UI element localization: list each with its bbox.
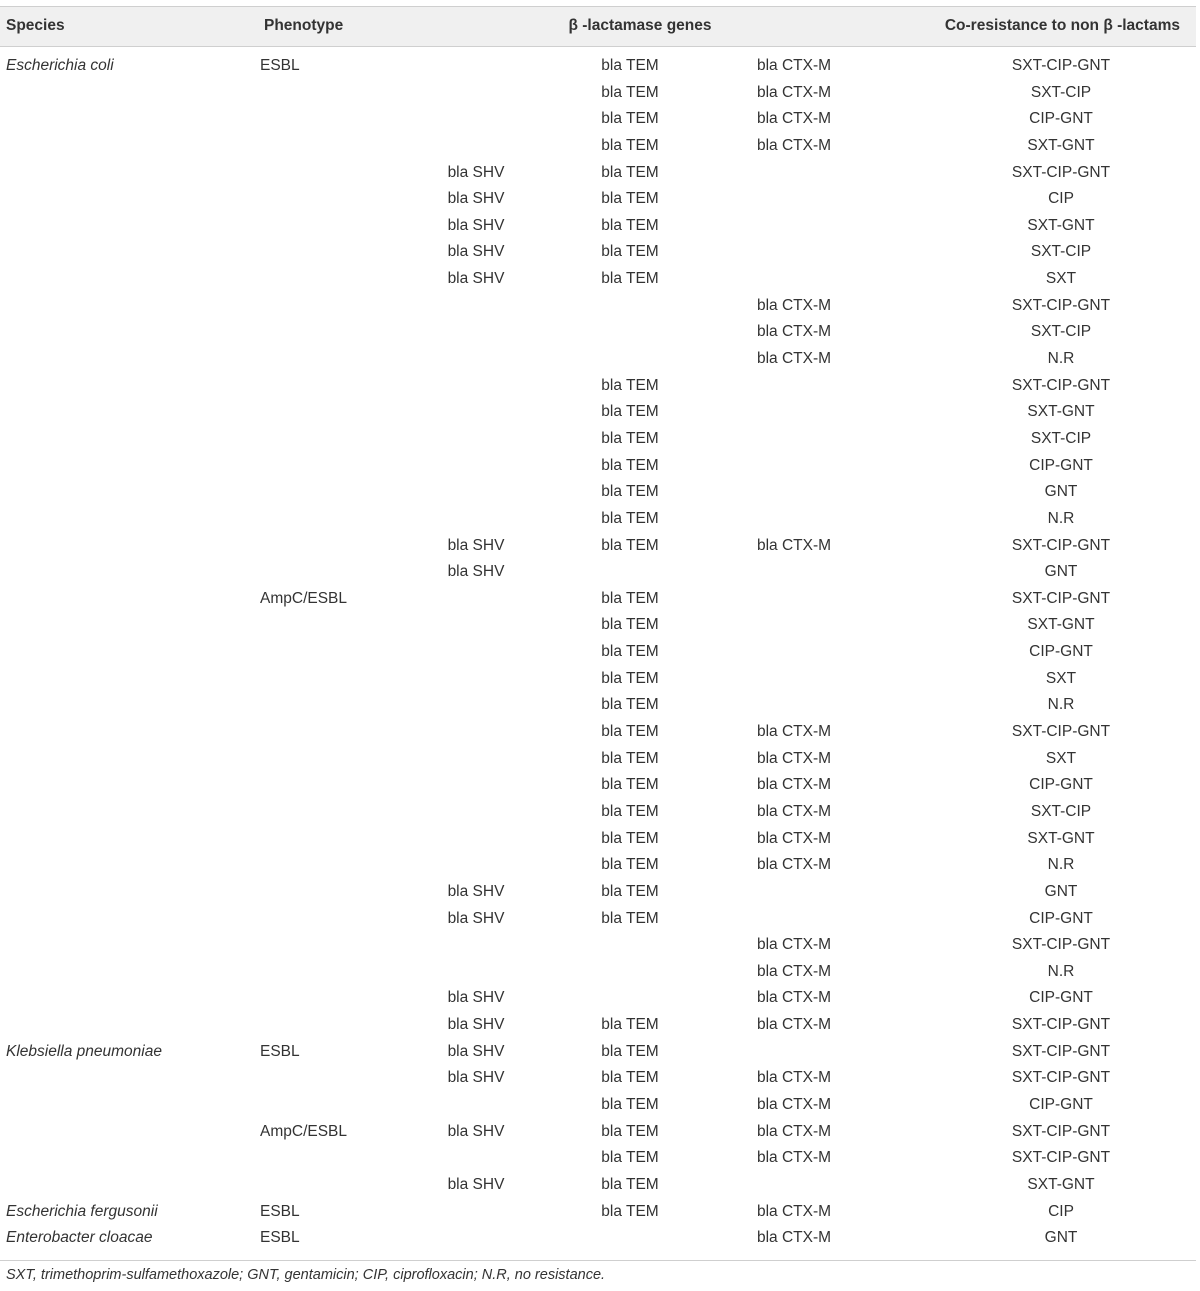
table-header: [0, 7, 1196, 47]
ctx-gene-cell: bla CTX-M: [756, 57, 832, 74]
table-row: [0, 1145, 1196, 1172]
coresistance-cell: CIP-GNT: [1029, 110, 1093, 128]
coresistance-cell: SXT-CIP: [1030, 429, 1092, 447]
tem-gene-cell: bla TEM: [601, 163, 659, 181]
table-row: [0, 533, 1196, 560]
coresistance-cell: SXT: [1045, 270, 1077, 288]
shv-gene-cell: bla SHV: [447, 536, 505, 554]
coresistance-cell: SXT-GNT: [1027, 216, 1095, 234]
ctx-gene-cell: bla CTX-M: [756, 323, 832, 341]
table-row: [0, 639, 1196, 666]
shv-gene-cell: bla SHV: [447, 270, 505, 288]
shv-gene-cell: bla SHV: [447, 1122, 505, 1140]
tem-gene-cell: bla TEM: [601, 856, 659, 874]
table-row: [0, 506, 1196, 533]
shv-gene-cell: bla SHV: [447, 1175, 505, 1193]
tem-gene-cell: bla TEM: [601, 882, 659, 900]
species-cell: Escherichia fergusonii: [6, 1202, 158, 1220]
ctx-gene-cell: bla CTX-M: [756, 1202, 832, 1220]
ctx-gene-cell: bla CTX-M: [756, 1069, 832, 1087]
coresistance-cell: CIP-GNT: [1029, 643, 1093, 661]
table-footnote: SXT, trimethoprim-sulfamethoxazole; GNT, gentamicin; CIP, ciprofloxacin; N.R, no resistance.: [6, 1267, 606, 1283]
coresistance-cell: GNT: [1044, 563, 1078, 581]
table-row: [0, 346, 1196, 373]
tem-gene-cell: bla TEM: [601, 1202, 659, 1220]
ctx-gene-cell: bla CTX-M: [756, 1229, 832, 1247]
tem-gene-cell: bla TEM: [601, 589, 659, 607]
ctx-gene-cell: bla CTX-M: [756, 749, 832, 767]
ctx-gene-cell: bla CTX-M: [756, 802, 832, 820]
coresistance-cell: GNT: [1044, 1229, 1078, 1247]
ctx-gene-cell: bla CTX-M: [756, 829, 832, 847]
table-row: [0, 399, 1196, 426]
ctx-gene-cell: bla CTX-M: [756, 962, 832, 980]
table-row: [0, 746, 1196, 773]
coresistance-cell: SXT-CIP: [1030, 323, 1092, 341]
coresistance-cell: SXT-CIP-GNT: [1011, 536, 1111, 554]
coresistance-cell: SXT-CIP: [1030, 802, 1092, 820]
header-phenotype: Phenotype: [264, 17, 344, 34]
table-row: [0, 612, 1196, 639]
coresistance-cell: N.R: [1047, 856, 1075, 874]
coresistance-cell: CIP-GNT: [1029, 776, 1093, 794]
phenotype-cell: ESBL: [260, 1042, 300, 1060]
table-row: [0, 932, 1196, 959]
tem-gene-cell: bla TEM: [601, 456, 659, 474]
tem-gene-cell: bla TEM: [601, 1175, 659, 1193]
coresistance-cell: SXT-CIP-GNT: [1011, 589, 1111, 607]
phenotype-cell: AmpC/ESBL: [260, 589, 348, 607]
coresistance-cell: CIP: [1048, 190, 1074, 208]
coresistance-cell: SXT: [1045, 669, 1077, 687]
tem-gene-cell: bla TEM: [601, 136, 659, 154]
phenotype-cell: AmpC/ESBL: [260, 1122, 348, 1140]
coresistance-cell: CIP-GNT: [1029, 456, 1093, 474]
tem-gene-cell: bla TEM: [601, 616, 659, 634]
coresistance-cell: CIP-GNT: [1029, 989, 1093, 1007]
coresistance-cell: GNT: [1044, 483, 1078, 501]
coresistance-cell: SXT-CIP-GNT: [1011, 163, 1111, 181]
ctx-gene-cell: bla CTX-M: [756, 723, 832, 741]
ctx-gene-cell: bla CTX-M: [756, 1016, 832, 1034]
coresistance-cell: SXT-GNT: [1027, 829, 1095, 847]
coresistance-cell: SXT: [1045, 749, 1077, 767]
coresistance-cell: SXT-CIP-GNT: [1011, 57, 1111, 74]
ctx-gene-cell: bla CTX-M: [756, 296, 832, 314]
coresistance-cell: SXT-CIP: [1030, 243, 1092, 261]
tem-gene-cell: bla TEM: [601, 57, 659, 74]
species-cell: Klebsiella pneumoniae: [6, 1042, 162, 1060]
coresistance-cell: SXT-GNT: [1027, 403, 1095, 421]
tem-gene-cell: bla TEM: [601, 723, 659, 741]
shv-gene-cell: bla SHV: [447, 1042, 505, 1060]
table-row: [0, 1065, 1196, 1092]
table-row: [0, 53, 1196, 80]
table-row: [0, 559, 1196, 586]
tem-gene-cell: bla TEM: [601, 696, 659, 714]
coresistance-cell: SXT-CIP-GNT: [1011, 723, 1111, 741]
table-row: [0, 80, 1196, 107]
coresistance-cell: SXT-GNT: [1027, 616, 1095, 634]
tem-gene-cell: bla TEM: [601, 749, 659, 767]
phenotype-cell: ESBL: [260, 1202, 300, 1220]
table-row: [0, 799, 1196, 826]
bottom-rule: [0, 1260, 1196, 1261]
table-row: [0, 719, 1196, 746]
tem-gene-cell: bla TEM: [601, 403, 659, 421]
header-coresistance: Co-resistance to non β -lactams: [944, 17, 1180, 34]
ctx-gene-cell: bla CTX-M: [756, 989, 832, 1007]
shv-gene-cell: bla SHV: [447, 909, 505, 927]
coresistance-cell: SXT-CIP-GNT: [1011, 1042, 1111, 1060]
table-row: [0, 453, 1196, 480]
ctx-gene-cell: bla CTX-M: [756, 136, 832, 154]
table-row: [0, 826, 1196, 853]
tem-gene-cell: bla TEM: [601, 509, 659, 527]
table-row: [0, 1012, 1196, 1039]
tem-gene-cell: bla TEM: [601, 270, 659, 288]
tem-gene-cell: bla TEM: [601, 536, 659, 554]
coresistance-cell: SXT-GNT: [1027, 136, 1095, 154]
tem-gene-cell: bla TEM: [601, 802, 659, 820]
shv-gene-cell: bla SHV: [447, 163, 505, 181]
table-row: [0, 293, 1196, 320]
coresistance-cell: SXT-CIP-GNT: [1011, 1122, 1111, 1140]
header-species: Species: [6, 17, 65, 34]
ctx-gene-cell: bla CTX-M: [756, 856, 832, 874]
tem-gene-cell: bla TEM: [601, 1122, 659, 1140]
table-row: [0, 373, 1196, 400]
table-row: [0, 666, 1196, 693]
table-body: [0, 53, 1196, 1252]
ctx-gene-cell: bla CTX-M: [756, 110, 832, 128]
tem-gene-cell: bla TEM: [601, 1042, 659, 1060]
table-row: [0, 186, 1196, 213]
phenotype-cell: ESBL: [260, 1229, 300, 1247]
table-row: [0, 160, 1196, 187]
table-row: [0, 852, 1196, 879]
shv-gene-cell: bla SHV: [447, 1016, 505, 1034]
coresistance-cell: CIP: [1048, 1202, 1074, 1220]
tem-gene-cell: bla TEM: [601, 1016, 659, 1034]
shv-gene-cell: bla SHV: [447, 1069, 505, 1087]
coresistance-cell: SXT-CIP-GNT: [1011, 1149, 1111, 1167]
ctx-gene-cell: bla CTX-M: [756, 1122, 832, 1140]
ctx-gene-cell: bla CTX-M: [756, 83, 832, 101]
tem-gene-cell: bla TEM: [601, 376, 659, 394]
coresistance-cell: CIP-GNT: [1029, 1095, 1093, 1113]
tem-gene-cell: bla TEM: [601, 110, 659, 128]
coresistance-cell: N.R: [1047, 962, 1075, 980]
ctx-gene-cell: bla CTX-M: [756, 1149, 832, 1167]
shv-gene-cell: bla SHV: [447, 243, 505, 261]
tem-gene-cell: bla TEM: [601, 216, 659, 234]
table-row: [0, 879, 1196, 906]
tem-gene-cell: bla TEM: [601, 190, 659, 208]
tem-gene-cell: bla TEM: [601, 643, 659, 661]
tem-gene-cell: bla TEM: [601, 669, 659, 687]
coresistance-cell: N.R: [1047, 696, 1075, 714]
ctx-gene-cell: bla CTX-M: [756, 536, 832, 554]
shv-gene-cell: bla SHV: [447, 989, 505, 1007]
table-row: [0, 906, 1196, 933]
shv-gene-cell: bla SHV: [447, 563, 505, 581]
coresistance-cell: CIP-GNT: [1029, 909, 1093, 927]
table-row: [0, 1225, 1196, 1252]
table-row: [0, 106, 1196, 133]
table-row: [0, 1199, 1196, 1226]
tem-gene-cell: bla TEM: [601, 1095, 659, 1113]
tem-gene-cell: bla TEM: [601, 1069, 659, 1087]
table-row: [0, 426, 1196, 453]
tem-gene-cell: bla TEM: [601, 483, 659, 501]
coresistance-cell: N.R: [1047, 509, 1075, 527]
tem-gene-cell: bla TEM: [601, 776, 659, 794]
coresistance-cell: N.R: [1047, 350, 1075, 368]
tem-gene-cell: bla TEM: [601, 1149, 659, 1167]
species-cell: Enterobacter cloacae: [6, 1229, 153, 1247]
coresistance-cell: SXT-CIP-GNT: [1011, 1016, 1111, 1034]
coresistance-cell: SXT-CIP-GNT: [1011, 1069, 1111, 1087]
phenotype-cell: ESBL: [260, 57, 300, 74]
tem-gene-cell: bla TEM: [601, 429, 659, 447]
shv-gene-cell: bla SHV: [447, 216, 505, 234]
tem-gene-cell: bla TEM: [601, 909, 659, 927]
ctx-gene-cell: bla CTX-M: [756, 776, 832, 794]
table-row: [0, 1039, 1196, 1066]
ctx-gene-cell: bla CTX-M: [756, 1095, 832, 1113]
shv-gene-cell: bla SHV: [447, 882, 505, 900]
table-row: [0, 319, 1196, 346]
coresistance-cell: GNT: [1044, 882, 1078, 900]
coresistance-cell: SXT-CIP-GNT: [1011, 296, 1111, 314]
table-row: [0, 1119, 1196, 1146]
tem-gene-cell: bla TEM: [601, 243, 659, 261]
shv-gene-cell: bla SHV: [447, 190, 505, 208]
coresistance-cell: SXT-CIP: [1030, 83, 1092, 101]
tem-gene-cell: bla TEM: [601, 83, 659, 101]
coresistance-cell: SXT-GNT: [1027, 1175, 1095, 1193]
tem-gene-cell: bla TEM: [601, 829, 659, 847]
ctx-gene-cell: bla CTX-M: [756, 936, 832, 954]
table-row: [0, 959, 1196, 986]
table-row: [0, 1172, 1196, 1199]
table-row: [0, 213, 1196, 240]
coresistance-cell: SXT-CIP-GNT: [1011, 936, 1111, 954]
table-row: [0, 239, 1196, 266]
table-row: [0, 692, 1196, 719]
table-row: [0, 479, 1196, 506]
table-row: [0, 985, 1196, 1012]
table-row: [0, 586, 1196, 613]
species-cell: Escherichia coli: [6, 57, 114, 74]
table-row: [0, 266, 1196, 293]
table-row: [0, 772, 1196, 799]
header-genes: β -lactamase genes: [568, 17, 712, 34]
table-row: [0, 133, 1196, 160]
ctx-gene-cell: bla CTX-M: [756, 350, 832, 368]
coresistance-cell: SXT-CIP-GNT: [1011, 376, 1111, 394]
table-row: [0, 1092, 1196, 1119]
